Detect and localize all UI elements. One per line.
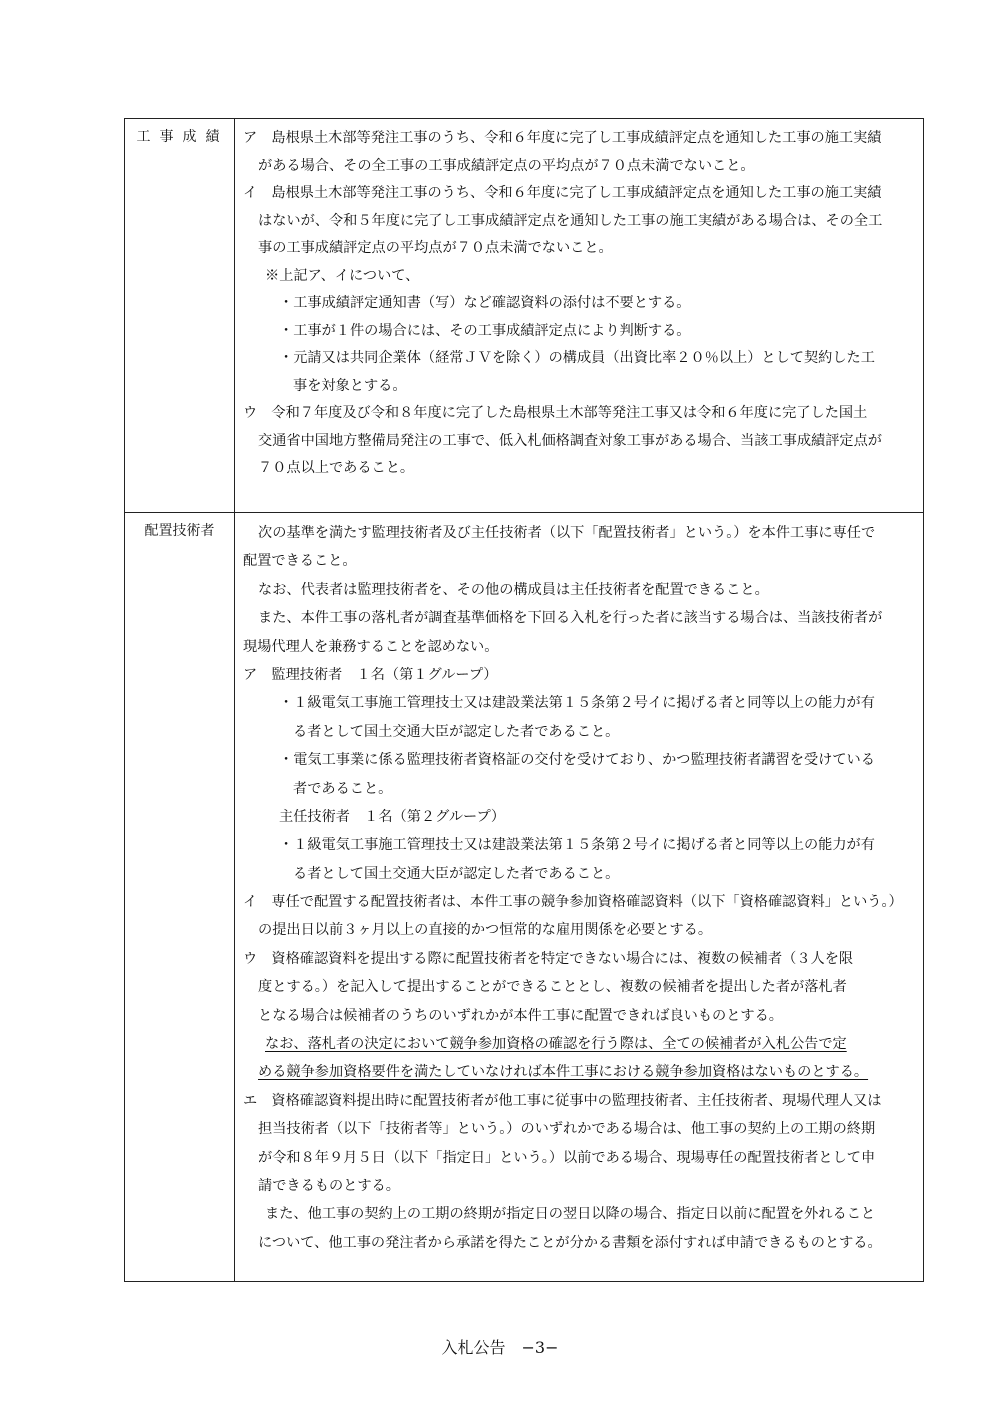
- text-line: ウ 令和７年度及び令和８年度に完了した島根県土木部等発注工事又は令和６年度に完了した国土: [243, 405, 868, 421]
- text-line: イ 専任で配置する配置技術者は、本件工事の競争参加資格確認資料（以下「資格確認資料」という。）: [243, 894, 903, 911]
- text-line: また、他工事の契約上の工期の終期が指定日の翌日以降の場合、指定日以前に配置を外れること: [265, 1206, 876, 1223]
- text-line: 担当技術者（以下「技術者等」という。）のいずれかである場合は、他工事の契約上の工期の終期: [258, 1121, 876, 1138]
- text-line: なお、代表者は監理技術者を、その他の構成員は主任技術者を配置できること。: [258, 581, 769, 598]
- text-line: 請できるものとする。: [258, 1177, 400, 1194]
- text-line: エ 資格確認資料提出時に配置技術者が他工事に従事中の監理技術者、主任技術者、現場代理人又は: [243, 1092, 882, 1109]
- text-line: ウ 資格確認資料を提出する際に配置技術者を特定できない場合には、複数の候補者（３人を限: [243, 950, 854, 967]
- text-line: 次の基準を満たす監理技術者及び主任技術者（以下「配置技術者」という。）を本件工事に専任で: [258, 525, 876, 541]
- underlined-text: める競争参加資格要件を満たしていなければ本件工事における競争参加資格はないものとする。: [258, 1064, 869, 1081]
- text-line: 現場代理人を兼務することを認めない。: [243, 638, 499, 655]
- text-line: について、他工事の発注者から承諾を得たことが分かる書類を添付すれば申請できるものとする。: [258, 1234, 882, 1251]
- bullet-item: ・工事成績評定通知書（写）など確認資料の添付は不要とする。: [279, 295, 691, 311]
- underlined-line: [243, 1058, 915, 1086]
- bullet-item: ・元請又は共同企業体（経常ＪＶを除く）の構成員（出資比率２０％以上）として契約した工: [279, 350, 875, 366]
- underlined-line: [243, 1030, 915, 1058]
- text-line: また、本件工事の落札者が調査基準価格を下回る入札を行った者に該当する場合は、当該技術者が: [258, 610, 883, 627]
- text-line: ７０点以上であること。: [258, 460, 415, 476]
- text-line: 事を対象とする。: [293, 377, 407, 394]
- text-line: る者として国土交通大臣が認定した者であること。: [293, 723, 620, 740]
- text-line: 主任技術者 １名（第２グループ）: [279, 808, 506, 825]
- text-line: ア 監理技術者 １名（第１グループ）: [243, 666, 498, 683]
- bullet-item: ・１級電気工事施工管理技士又は建設業法第１５条第２号イに掲げる者と同等以上の能力が有: [279, 695, 875, 712]
- text-line: イ 島根県土木部等発注工事のうち、令和６年度に完了し工事成績評定点を通知した工事の施工実績: [243, 185, 882, 201]
- text-line: る者として国土交通大臣が認定した者であること。: [293, 865, 620, 882]
- text-line: はないが、令和５年度に完了し工事成績評定点を通知した工事の施工実績がある場合は、その全工: [258, 212, 883, 229]
- text-line: 配置できること。: [243, 553, 357, 570]
- text-line: 交通省中国地方整備局発注の工事で、低入札価格調査対象工事がある場合、当該工事成績評定点が: [258, 432, 882, 449]
- bullet-item: ・１級電気工事施工管理技士又は建設業法第１５条第２号イに掲げる者と同等以上の能力が有: [279, 837, 875, 854]
- table-row-assigned-engineers: [125, 513, 923, 1281]
- row-content: [235, 513, 923, 1281]
- requirements-table: [124, 118, 924, 1282]
- bullet-item: ・電気工事業に係る監理技術者資格証の交付を受けており、かつ監理技術者講習を受けている: [279, 752, 875, 769]
- text-line: が令和８年９月５日（以下「指定日」という。）以前である場合、現場専任の配置技術者として申: [258, 1149, 876, 1166]
- bullet-item: ・工事が１件の場合には、その工事成績評定点により判断する。: [279, 322, 691, 339]
- row-label: 工事成績: [125, 119, 235, 512]
- text-line: ※上記ア、イについて、: [265, 267, 420, 284]
- underlined-text: なお、落札者の決定において競争参加資格の確認を行う際は、全ての候補者が入札公告で定: [265, 1036, 847, 1053]
- text-line: ア 島根県土木部等発注工事のうち、令和６年度に完了し工事成績評定点を通知した工事の施工実績: [243, 130, 882, 146]
- row-content: [235, 119, 923, 512]
- text-line: となる場合は候補者のうちのいずれかが本件工事に配置できれば良いものとする。: [258, 1007, 783, 1024]
- text-line: 度とする。）を記入して提出することができることとし、複数の候補者を提出した者が落札者: [258, 979, 847, 996]
- page-footer: 入札公告 −3−: [441, 1338, 559, 1357]
- text-line: がある場合、その全工事の工事成績評定点の平均点が７０点未満でないこと。: [258, 157, 755, 174]
- row-label: 配置技術者: [125, 513, 235, 1281]
- text-line: 事の工事成績評定点の平均点が７０点未満でないこと。: [258, 240, 613, 256]
- text-line: 者であること。: [293, 780, 393, 797]
- text-line: の提出日以前３ヶ月以上の直接的かつ恒常的な雇用関係を必要とする。: [258, 922, 713, 939]
- table-row-work-performance: [125, 119, 923, 513]
